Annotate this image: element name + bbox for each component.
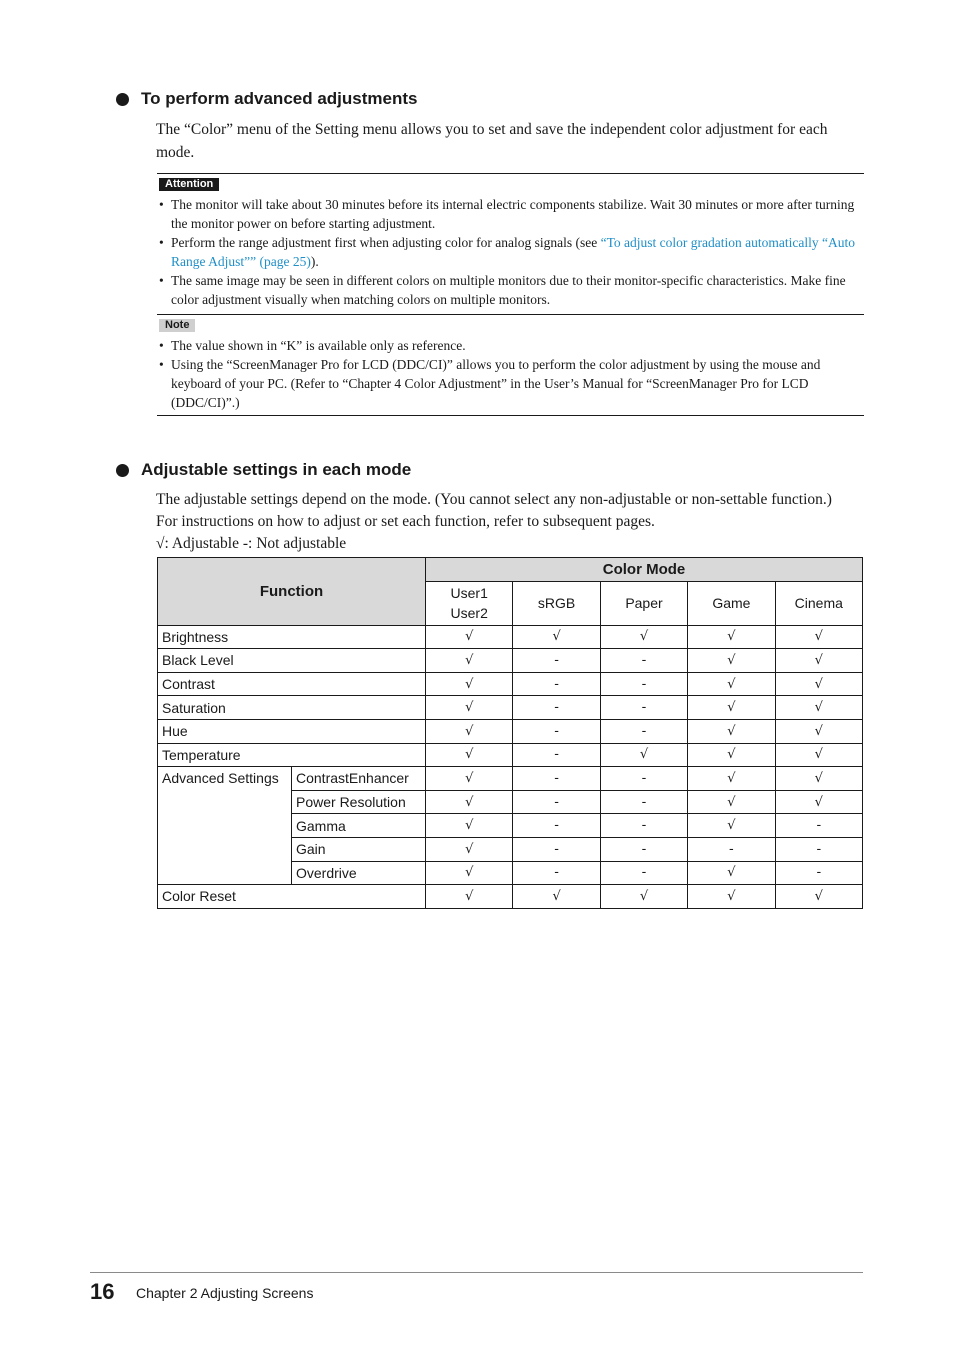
list-item: • Using the “ScreenManager Pro for LCD (DDC/CI)” allows you to perform the color adjustment by using the mouse and keyboard of your PC. (Refer to “Chapter 4 Color Adjustment” in the User’s Manual for “ScreenManager Pro for LCD (DDC/CI)”.)	[159, 357, 821, 410]
table-cell: √	[426, 719, 513, 743]
table-cell: -	[513, 719, 600, 743]
table-cell: -	[600, 790, 687, 814]
chapter-title: Chapter 2 Adjusting Screens	[136, 1285, 314, 1301]
table-cell: -	[775, 861, 862, 885]
table-cell: √	[426, 649, 513, 673]
table-cell: -	[775, 837, 862, 861]
table-cell: √	[513, 885, 600, 909]
section-heading-advanced-adjustments	[116, 89, 417, 109]
list-item: • Perform the range adjustment first when adjusting color for analog signals (see “To adjust color gradation automatically “Auto Range Adjust”” (page 25)).	[159, 235, 855, 269]
function-header: Function	[158, 558, 426, 626]
table-cell: √	[688, 625, 775, 649]
table-cell: √	[426, 696, 513, 720]
advanced-settings-group-label: Advanced Settings	[158, 767, 292, 885]
table-cell: √	[688, 861, 775, 885]
table-cell: √	[775, 743, 862, 767]
table-cell: √	[775, 625, 862, 649]
table-row	[158, 719, 863, 743]
row-label: Brightness	[158, 625, 426, 649]
table-cell: √	[600, 885, 687, 909]
table-row	[158, 672, 863, 696]
table-row	[158, 696, 863, 720]
note-label: Note	[159, 319, 195, 332]
table-cell: √	[688, 767, 775, 791]
table-cell: √	[775, 672, 862, 696]
table-cell: √	[688, 814, 775, 838]
section-title: Adjustable settings in each mode	[141, 460, 412, 479]
table-cell: √	[688, 672, 775, 696]
page-number: 16	[90, 1279, 115, 1304]
row-label: Contrast	[158, 672, 426, 696]
attention-item-text: Perform the range adjustment first when adjusting color for analog signals (see	[171, 235, 601, 250]
table-cell: √	[775, 649, 862, 673]
table-cell: √	[688, 719, 775, 743]
attention-label: Attention	[159, 178, 219, 191]
table-row	[158, 885, 863, 909]
list-item: • The value shown in “K” is available only as reference.	[159, 338, 466, 353]
attention-item-text: The same image may be seen in different colors on multiple monitors due to their monitor-specific characteristics. Make fine color adjustment visually when matching colors on multiple monitors.	[171, 273, 846, 307]
table-cell: -	[600, 649, 687, 673]
table-row	[158, 743, 863, 767]
table-cell: √	[775, 767, 862, 791]
mode-header-cinema: Cinema	[775, 581, 862, 625]
mode-header-game: Game	[688, 581, 775, 625]
row-label: Saturation	[158, 696, 426, 720]
table-cell: √	[426, 790, 513, 814]
table-cell: -	[513, 743, 600, 767]
table-cell: -	[513, 649, 600, 673]
attention-item-text: ).	[310, 254, 319, 269]
table-cell: √	[775, 885, 862, 909]
table-cell: -	[513, 837, 600, 861]
table-cell: -	[600, 837, 687, 861]
table-cell: √	[775, 719, 862, 743]
legend-text: √: Adjustable -: Not adjustable	[156, 535, 347, 552]
description-line: For instructions on how to adjust or set each function, refer to subsequent pages.	[156, 513, 655, 530]
mode-header-srgb: sRGB	[513, 581, 600, 625]
table-cell: √	[426, 861, 513, 885]
bullet-dot-icon	[116, 93, 129, 106]
section-title: To perform advanced adjustments	[141, 89, 418, 108]
table-cell: √	[600, 625, 687, 649]
table-row	[158, 649, 863, 673]
row-label: Hue	[158, 719, 426, 743]
table-cell: -	[600, 696, 687, 720]
table-cell: -	[513, 672, 600, 696]
attention-box	[157, 173, 864, 312]
bullet-dot-icon	[116, 464, 129, 477]
note-item-text: The value shown in “K” is available only as reference.	[171, 338, 466, 353]
table-cell: √	[688, 743, 775, 767]
table-cell: √	[775, 696, 862, 720]
attention-item-text: The monitor will take about 30 minutes before its internal electric components stabilize. Wait 30 minutes or more after turning the monitor power on before starting adjustment.	[171, 197, 855, 231]
auto-range-adjust-link[interactable]: “To adjust color gradation automatically “Auto Range Adjust”” (page 25)	[171, 235, 855, 269]
color-mode-table	[157, 557, 863, 909]
table-row	[158, 767, 863, 791]
row-label: ContrastEnhancer	[292, 767, 426, 791]
row-label: Gain	[292, 837, 426, 861]
table-cell: -	[600, 767, 687, 791]
table-cell: √	[688, 649, 775, 673]
table-row	[158, 625, 863, 649]
note-box	[157, 314, 864, 416]
table-cell: √	[426, 743, 513, 767]
table-cell: √	[426, 625, 513, 649]
note-item-text: Using the “ScreenManager Pro for LCD (DDC/CI)” allows you to perform the color adjustment by using the mouse and keyboard of your PC. (Refer to “Chapter 4 Color Adjustment” in the User’s Manual for “ScreenManager Pro for LCD (DDC/CI)”.)	[171, 357, 821, 410]
row-label: Gamma	[292, 814, 426, 838]
table-cell: √	[426, 837, 513, 861]
table-cell: √	[426, 814, 513, 838]
row-label: Overdrive	[292, 861, 426, 885]
section-heading-adjustable-settings	[116, 460, 411, 480]
description-line: The adjustable settings depend on the mode. (You cannot select any non-adjustable or non-settable function.)	[156, 491, 832, 508]
table-cell: -	[600, 672, 687, 696]
mode-header-paper: Paper	[600, 581, 687, 625]
table-cell: √	[688, 696, 775, 720]
row-label: Power Resolution	[292, 790, 426, 814]
table-cell: -	[688, 837, 775, 861]
table-cell: √	[513, 625, 600, 649]
table-cell: -	[513, 767, 600, 791]
table-cell: -	[600, 861, 687, 885]
section-description	[156, 489, 876, 555]
table-cell: √	[426, 885, 513, 909]
table-cell: -	[513, 696, 600, 720]
table-cell: √	[426, 767, 513, 791]
table-cell: -	[600, 719, 687, 743]
list-item: • The same image may be seen in different colors on multiple monitors due to their monitor-specific characteristics. Make fine color adjustment visually when matching colors on multiple monitors.	[159, 273, 846, 307]
table-cell: √	[688, 885, 775, 909]
table-cell: -	[513, 790, 600, 814]
row-label: Temperature	[158, 743, 426, 767]
table-cell: -	[513, 814, 600, 838]
list-item: • The monitor will take about 30 minutes before its internal electric components stabilize. Wait 30 minutes or more after turning the monitor power on before starting adjustment.	[159, 197, 855, 231]
row-label: Black Level	[158, 649, 426, 673]
table-cell: √	[775, 790, 862, 814]
table-cell: √	[426, 672, 513, 696]
table-cell: -	[775, 814, 862, 838]
table-cell: √	[600, 743, 687, 767]
footer-divider	[90, 1272, 863, 1273]
table-cell: √	[688, 790, 775, 814]
section-intro: The “Color” menu of the Setting menu allows you to set and save the independent color adjustment for each mode.	[156, 121, 828, 161]
table-cell: -	[513, 861, 600, 885]
mode-header-user: User1 User2	[426, 581, 513, 625]
color-mode-header: Color Mode	[426, 558, 863, 582]
row-label: Color Reset	[158, 885, 426, 909]
table-cell: -	[600, 814, 687, 838]
